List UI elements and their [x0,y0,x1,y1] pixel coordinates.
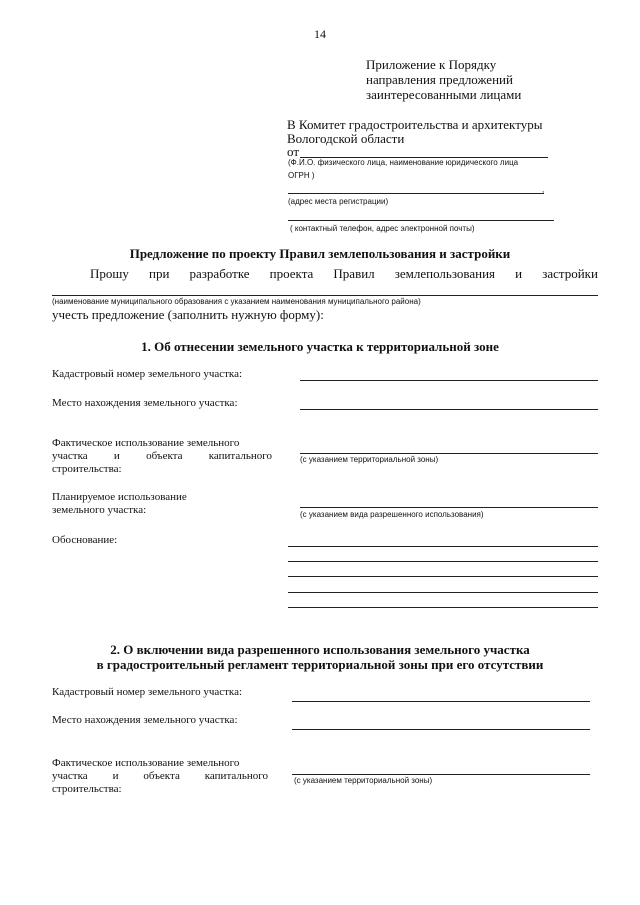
label-line: Фактическое использование земельного [52,757,240,769]
label-line: строительства: [52,463,122,475]
planned-use-label [52,491,187,517]
municipality-hint: (наименование муниципального образования с указанием наименования муниципального района) [52,297,421,306]
municipality-field[interactable] [52,295,598,296]
comma-mark: , [542,185,545,194]
planned-use-field[interactable] [300,507,598,508]
location-label: Место нахождения земельного участка: [52,714,238,726]
document-title: Предложение по проекту Правил землепользования и застройки [129,246,511,261]
actual-use-label [52,757,268,796]
label-word: и [112,770,119,782]
ogrn-hint: ОГРН ) [288,171,315,180]
justification-label: Обоснование: [52,534,118,546]
actual-use-label [52,437,272,476]
intro-word: Прошу [90,266,129,281]
intro-word: проекта [269,266,314,281]
address-field[interactable] [288,193,544,194]
appendix-line: Приложение к Порядку [366,57,497,72]
intro-word: при [149,266,170,281]
cadastral-field[interactable] [292,701,590,702]
label-word: объекта [143,770,180,782]
intro-line [90,266,598,281]
justification-field[interactable] [288,607,598,608]
actual-use-hint: (с указанием территориальной зоны) [294,776,433,785]
label-line [52,450,272,463]
justification-field[interactable] [288,576,598,577]
location-field[interactable] [292,729,590,730]
appendix-block [366,57,521,102]
cadastral-label: Кадастровый номер земельного участка: [52,686,243,698]
intro-line-2: учесть предложение (заполнить нужную форму): [52,307,324,322]
cadastral-field[interactable] [300,380,598,381]
label-word: капитального [208,450,272,462]
addressee-line: Вологодской области [287,131,405,146]
label-line [52,770,268,783]
label-word: участка [52,450,88,462]
section-2-title-line: в градостроительный регламент территориальной зоны при его отсутствии [96,657,544,672]
intro-word: Правил [333,266,375,281]
intro-word: землепользования [394,266,496,281]
label-word: капитального [204,770,268,782]
label-line: Планируемое использование [52,491,187,503]
label-line: Фактическое использование земельного [52,437,240,449]
label-word: участка [52,770,88,782]
justification-field[interactable] [288,592,598,593]
actual-use-field[interactable] [300,453,598,454]
actual-use-field[interactable] [292,774,590,775]
section-1-title: 1. Об отнесении земельного участка к территориальной зоне [141,339,499,354]
justification-field[interactable] [288,546,598,547]
addressee-line: В Комитет градостроительства и архитектуры [287,117,543,132]
intro-word: и [515,266,523,281]
appendix-line: направления предложений [366,72,513,87]
intro-word: разработке [189,266,250,281]
name-hint: (Ф.И.О. физического лица, наименование юридического лица [288,158,519,167]
contact-field[interactable] [288,220,554,221]
address-hint: (адрес места регистрации) [288,197,389,206]
location-field[interactable] [300,409,598,410]
intro-word: застройки [542,266,598,281]
planned-use-hint: (с указанием вида разрешенного использования) [300,510,484,519]
section-2-title [0,642,640,672]
section-2-title-line: 2. О включении вида разрешенного использования земельного участка [110,642,530,657]
label-word: и [113,450,120,462]
contact-hint: ( контактный телефон, адрес электронной почты) [290,224,475,233]
justification-field[interactable] [288,561,598,562]
location-label: Место нахождения земельного участка: [52,397,238,409]
label-word: объекта [146,450,183,462]
appendix-line: заинтересованными лицами [366,87,522,102]
cadastral-label: Кадастровый номер земельного участка: [52,368,243,380]
label-line: земельного участка: [52,504,147,516]
page-number: 14 [314,27,326,41]
label-line: строительства: [52,783,122,795]
actual-use-hint: (с указанием территориальной зоны) [300,455,439,464]
from-label: от [287,144,300,159]
